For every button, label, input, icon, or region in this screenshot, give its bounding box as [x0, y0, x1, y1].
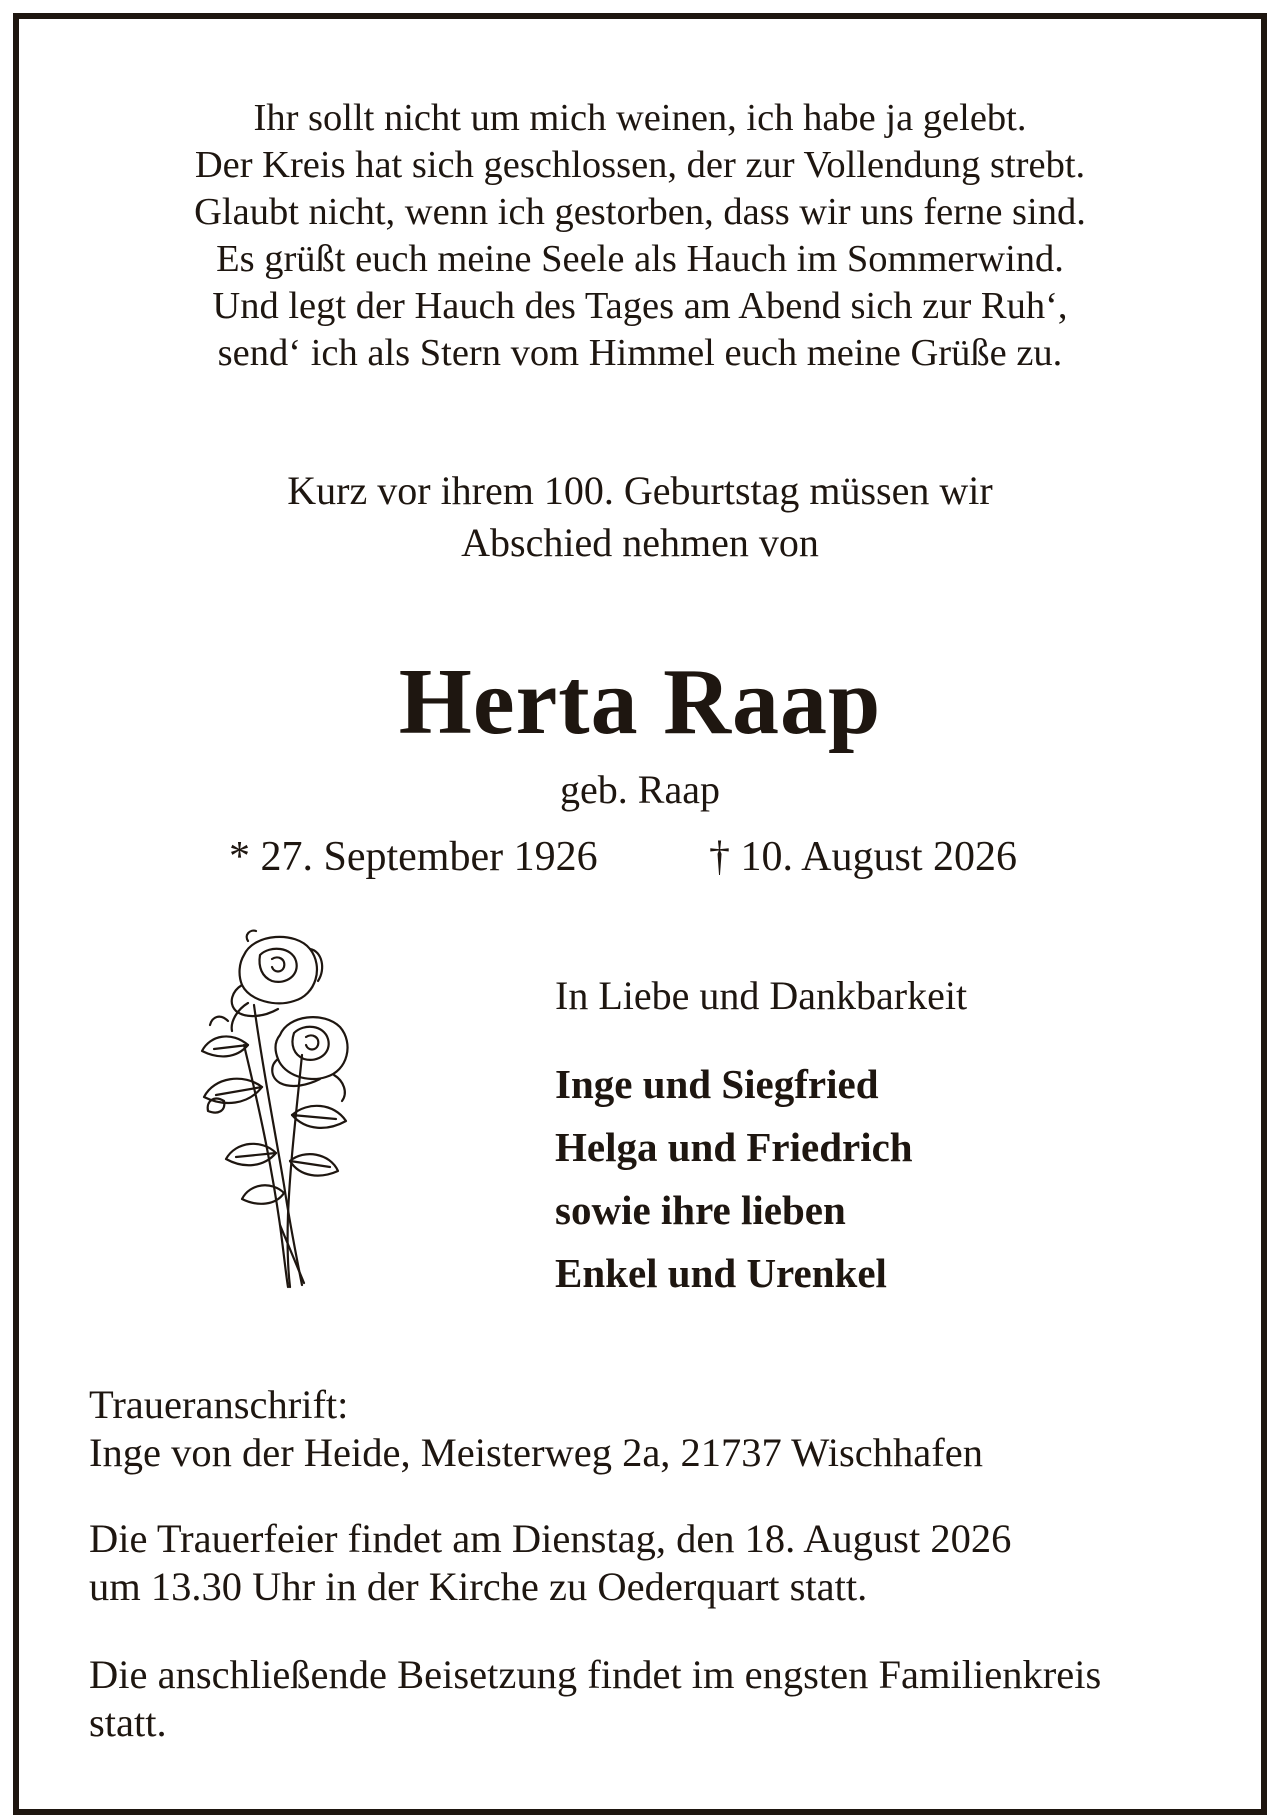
mourner-names [555, 1053, 913, 1305]
service-line: um 13.30 Uhr in der Kirche zu Oederquart statt. [89, 1564, 868, 1609]
address-label: Traueranschrift: [89, 1382, 349, 1427]
farewell-intro [19, 465, 1261, 569]
poem-line: Der Kreis hat sich geschlossen, der zur Vollendung strebt. [194, 144, 1086, 186]
deceased-name: Herta Raap [398, 650, 882, 754]
mourner-line: Enkel und Urenkel [555, 1250, 887, 1296]
mourner-line: Helga und Friedrich [555, 1124, 913, 1170]
intro-line: Kurz vor ihrem 100. Geburtstag müssen wir [287, 468, 993, 513]
thanks-line: In Liebe und Dankbarkeit [555, 973, 968, 1018]
mourner-line: Inge und Siegfried [555, 1061, 879, 1107]
poem-line: Glaubt nicht, wenn ich gestorben, dass wir uns ferne sind. [194, 191, 1086, 233]
obituary-notice [13, 13, 1267, 1815]
birth-date: * 27. September 1926 [229, 834, 598, 880]
poem-line: Es grüßt euch meine Seele als Hauch im Sommerwind. [216, 238, 1064, 280]
intro-line: Abschied nehmen von [461, 520, 819, 565]
rose-icon [184, 925, 374, 1295]
poem-line: send‘ ich als Stern vom Himmel euch meine Grüße zu. [217, 332, 1063, 374]
mourner-line: sowie ihre lieben [555, 1187, 846, 1233]
address-value: Inge von der Heide, Meisterweg 2a, 21737 Wischhafen [89, 1430, 983, 1475]
service-line: Die Trauerfeier findet am Dienstag, den 18. August 2026 [89, 1516, 1012, 1561]
poem [19, 95, 1261, 377]
burial-info [89, 1651, 1229, 1747]
burial-line: statt. [89, 1700, 167, 1745]
burial-line: Die anschließende Beisetzung findet im engsten Familienkreis [89, 1652, 1102, 1697]
poem-line: Ihr sollt nicht um mich weinen, ich habe ja gelebt. [253, 97, 1027, 139]
funeral-service-info [89, 1515, 1229, 1611]
poem-line: Und legt der Hauch des Tages am Abend sich zur Ruh‘, [212, 285, 1068, 327]
birth-name: geb. Raap [560, 767, 720, 812]
mourning-address [89, 1381, 1229, 1477]
death-date: † 10. August 2026 [709, 834, 1018, 880]
